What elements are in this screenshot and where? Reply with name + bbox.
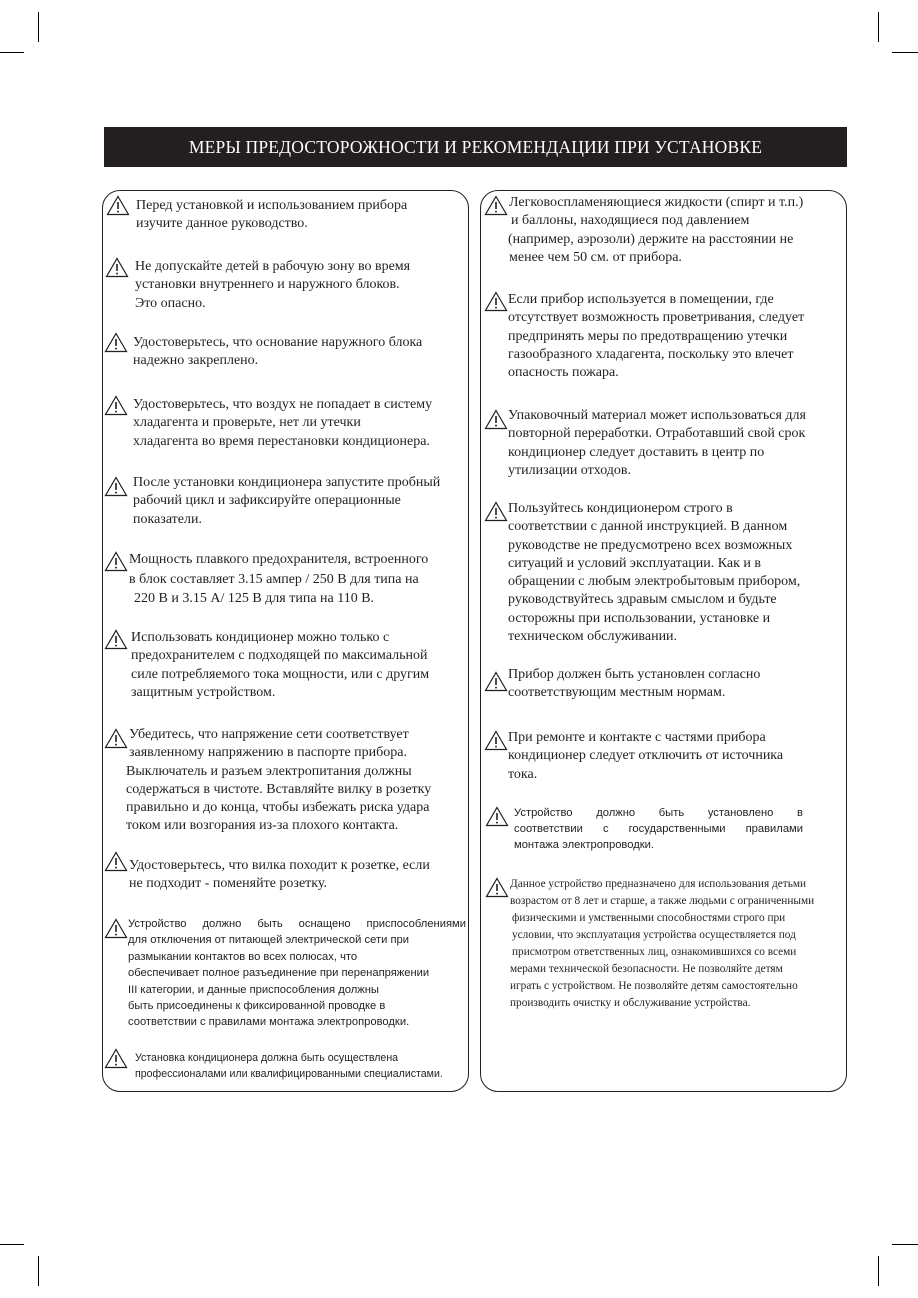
warning-icon — [484, 501, 508, 522]
warning-text: Установка кондиционера должна быть осуществлена профессионалами или квалифицированными специалистами. — [135, 1052, 443, 1080]
warning-text: Удостоверьтесь, что основание наружного блока надежно закреплено. — [133, 335, 423, 369]
warning-icon — [104, 476, 128, 497]
warning-text: Устройство должно быть установлено в соответствии с государственными правилами монтажа электропроводки. — [514, 807, 803, 851]
warning-text: Использовать кондиционер можно только с предохранителем с подходящей по максимальной силе потребляемого тока мощности, или с другим защитным устройством. — [131, 630, 430, 700]
warning-text: Перед установкой и использованием прибора изучите данное руководство. — [136, 198, 408, 232]
warning-icon — [104, 918, 128, 939]
warning-text: Данное устройство предназначено для использования детьми возрастом от 8 лет и старше, а также людьми с ограниченными физическими и умственными способностями строго при условии, что эксплуатация устройства осуществляется под присмотром ответственных лиц, ознакомившихся со всеми мерами технической безопасности. Не позволяйте детям играть с устройством. Не позволяйте детям самостоятельно производить очистку и обслуживание устройства. — [510, 878, 815, 1009]
warning-text: Удостоверьтесь, что воздух не попадает в систему хладагента и проверьте, нет ли утечки хладагента во время перестановки кондиционера. — [133, 397, 433, 449]
warning-icon — [104, 629, 128, 650]
warning-icon — [104, 332, 128, 353]
crop-mark — [878, 1256, 879, 1286]
crop-mark — [38, 12, 39, 42]
crop-mark — [892, 52, 918, 53]
page-title: МЕРЫ ПРЕДОСТОРОЖНОСТИ И РЕКОМЕНДАЦИИ ПРИ УСТАНОВКЕ — [104, 127, 847, 167]
warning-text: Прибор должен быть установлен согласно соответствующим местным нормам. — [508, 667, 761, 701]
warning-icon — [104, 851, 128, 872]
warning-text: Пользуйтесь кондиционером строго в соответствии с данной инструкцией. В данном руководстве не предусмотрено всех возможных ситуаций и условий эксплуатации. Как и в обращении с любым электробытовым прибором, руководствуйтесь здравым смыслом и будьте осторожны при использовании, установке и техническом обслуживании. — [508, 501, 801, 645]
warning-icon — [104, 551, 128, 572]
warning-text: Легковоспламеняющиеся жидкости (спирт и т.п.) и баллоны, находящиеся под давлением (например, аэрозоли) держите на расстоянии не менее чем 50 см. от прибора. — [508, 195, 804, 265]
warning-icon — [104, 395, 128, 416]
warning-icon — [105, 257, 129, 278]
warning-icon — [484, 730, 508, 751]
warning-text: Не допускайте детей в рабочую зону во время установки внутреннего и наружного блоков. Это опасно. — [135, 259, 411, 311]
warning-icon — [484, 409, 508, 430]
warning-text: Мощность плавкого предохранителя, встроенного в блок составляет 3.15 ампер / 250 В для типа на 220 В и 3.15 А/ 125 В для типа на 110 В. — [129, 552, 429, 606]
warning-text: Упаковочный материал может использоваться для повторной переработки. Отработавший свой срок кондиционер следует доставить в центр по утилизации отходов. — [508, 408, 806, 478]
warning-text: Если прибор используется в помещении, где отсутствует возможность проветривания, следует предпринять меры по предотвращению утечки газообразного хладагента, поскольку это влечет опасность пожара. — [508, 292, 805, 381]
warning-text: Устройство должно быть оснащено приспособлениями для отключения от питающей электрической сети при размыкании контактов во всех полюсах, что обеспечивает полное разъединение при перенапряжении III категории, и данные приспособления должны быть присоединены к фиксированной проводке в соответствии с правилами монтажа электропроводки. — [128, 918, 466, 1029]
warning-icon — [485, 877, 509, 898]
warning-icon — [106, 195, 130, 216]
warning-icon — [104, 1048, 128, 1069]
warning-icon — [104, 728, 128, 749]
warning-text: После установки кондиционера запустите пробный рабочий цикл и зафиксируйте операционные показатели. — [133, 475, 441, 527]
warning-text: Удостоверьтесь, что вилка походит к розетке, если не подходит - поменяйте розетку. — [129, 858, 430, 892]
crop-mark — [892, 1244, 918, 1245]
warning-icon — [484, 195, 508, 216]
crop-mark — [0, 52, 24, 53]
crop-mark — [878, 12, 879, 42]
crop-mark — [38, 1256, 39, 1286]
crop-mark — [0, 1244, 24, 1245]
warning-icon — [484, 671, 508, 692]
warning-text: Убедитесь, что напряжение сети соответствует заявленному напряжению в паспорте прибора. Выключатель и разъем электропитания должны содержаться в чистоте. Вставляйте вилку в розетку правильно и до конца, чтобы избежать риска удара током или возгорания из-за плохого контакта. — [126, 727, 432, 834]
warning-icon — [484, 291, 508, 312]
warning-text: При ремонте и контакте с частями прибора кондиционер следует отключить от источника тока. — [508, 730, 784, 782]
warning-icon — [485, 806, 509, 827]
